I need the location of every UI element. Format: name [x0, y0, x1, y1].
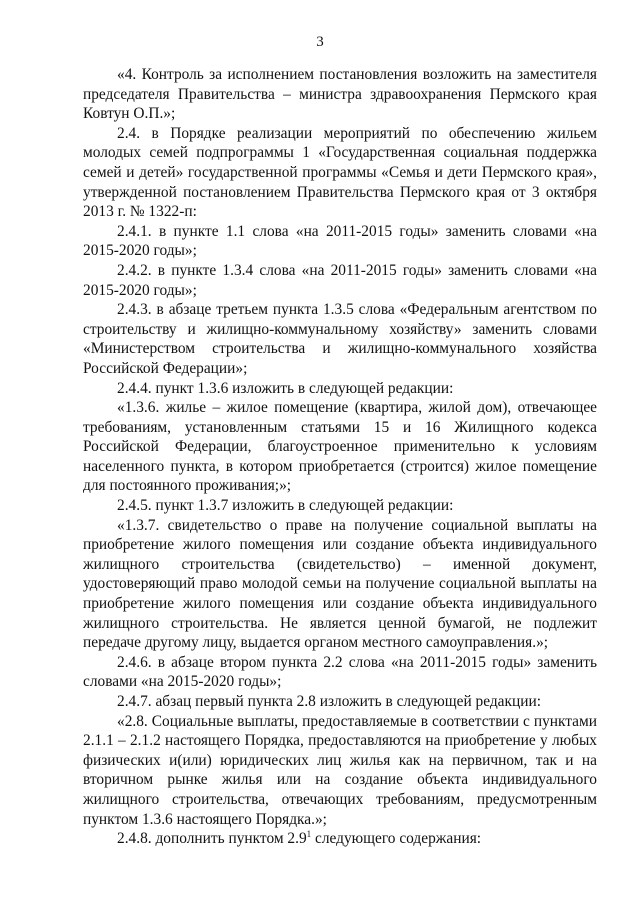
paragraph: 2.4.1. в пункте 1.1 слова «на 2011-2015 годы» заменить словами «на 2015-2020 годы»;: [83, 222, 597, 260]
superscript-mark: 1: [306, 829, 312, 840]
last-paragraph-text: 2.4.8. дополнить пунктом 2.9: [117, 830, 307, 848]
last-paragraph: [83, 829, 597, 849]
paragraph: «4. Контроль за исполнением постановления возложить на заместителя председателя Правительства – министра здравоохранения Пермского края Ковтун О.П.»;: [83, 66, 597, 123]
page-number: 3: [316, 34, 324, 50]
paragraph: «1.3.6. жилье – жилое помещение (квартира, жилой дом), отвечающее требованиям, установленным статьями 15 и 16 Жилищного кодекса Российской Федерации, благоустроенное применительно к условиям населенного пункта, в котором приобретается (строится) жилое помещение для постоянного проживания;»;: [83, 399, 597, 495]
paragraph: 2.4.5. пункт 1.3.7 изложить в следующей редакции:: [117, 497, 454, 515]
last-paragraph-tail: следующего содержания:: [311, 830, 482, 848]
paragraph: 2.4.6. в абзаце втором пункта 2.2 слова «на 2011-2015 годы» заменить словами «на 2015-2020 годы»;: [83, 653, 597, 691]
paragraph: 2.4.3. в абзаце третьем пункта 1.3.5 слова «Федеральным агентством по строительству и жилищно-коммунальному хозяйству» заменить словами «Министерством строительства и жилищно-коммунального хозяйства Российской Федерации»;: [83, 301, 597, 377]
paragraph: 2.4. в Порядке реализации мероприятий по обеспечению жильем молодых семей подпрограммы 1 «Государственная социальная поддержка семей и детей» государственной программы «Семья и дети Пермского края», утвержденной постановлением Правительства Пермского края от 3 октября 2013 г. № 1322-п:: [83, 124, 597, 221]
paragraph: 2.4.7. абзац первый пункта 2.8 изложить в следующей редакции:: [117, 693, 541, 710]
document-body: [83, 65, 597, 849]
paragraph: 2.4.2. в пункте 1.3.4 слова «на 2011-2015 годы» заменить словами «на 2015-2020 годы»;: [83, 261, 597, 299]
paragraph: «2.8. Социальные выплаты, предоставляемые в соответствии с пунктами 2.1.1 – 2.1.2 настоящего Порядка, предоставляются на приобретение у любых физических и(или) юридических лиц жилья как на первичном, так и на вторичном рынке жилья или на создание объекта индивидуального жилищного строительства, отвечающих требованиям, предусмотренным пунктом 1.3.6 настоящего Порядка.»;: [83, 712, 597, 828]
paragraph: «1.3.7. свидетельство о праве на получение социальной выплаты на приобретение жилого помещения или создание объекта индивидуального жилищного строительства (свидетельство) – именной документ, удостоверяющий право молодой семьи на получение социальной выплаты на приобретение жилого помещения или создание объекта индивидуального жилищного строительства. Не является ценной бумагой, не подлежит передаче другому лицу, выдается органом местного самоуправления.»;: [83, 516, 597, 652]
paragraph: 2.4.4. пункт 1.3.6 изложить в следующей редакции:: [117, 379, 454, 397]
